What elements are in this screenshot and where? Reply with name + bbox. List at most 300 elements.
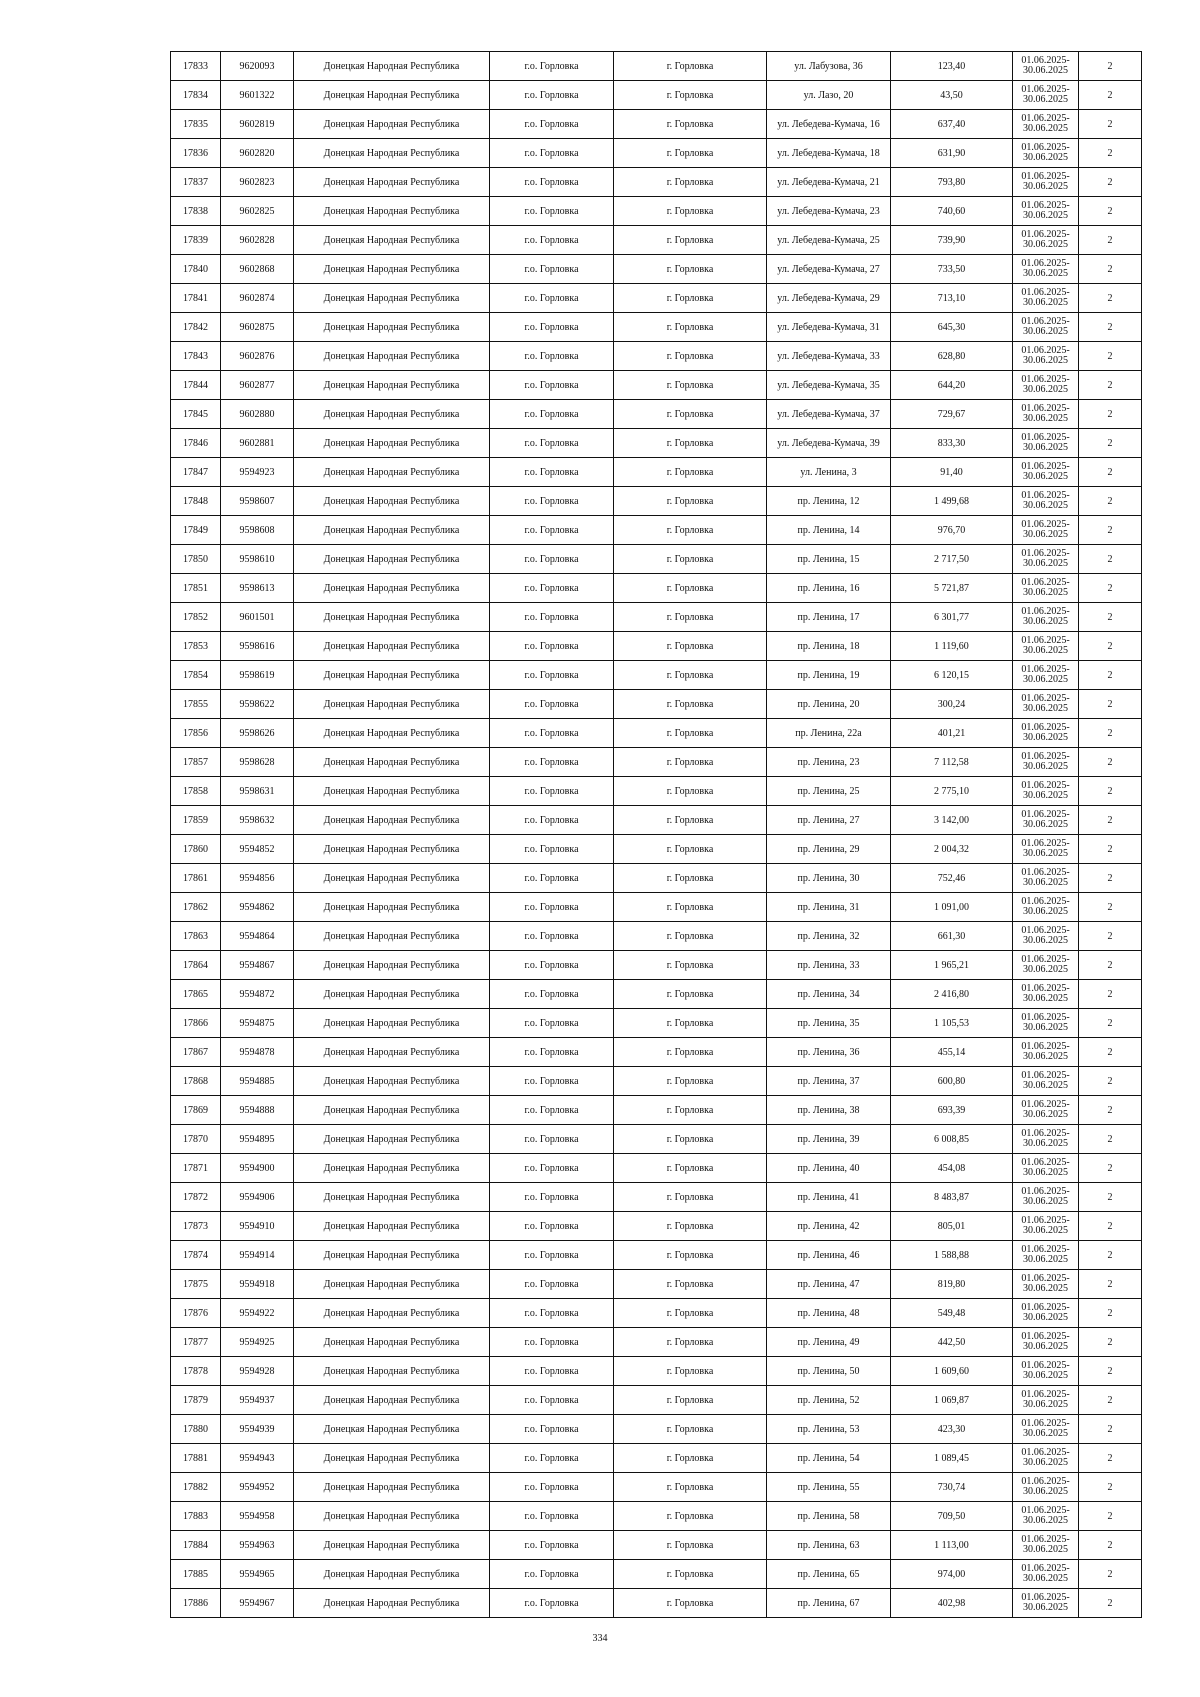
cell-city: г. Горловка [614,342,767,371]
cell-object-code: 9594864 [221,922,294,951]
cell-category: 2 [1079,893,1142,922]
cell-district: г.о. Горловка [490,371,614,400]
cell-category: 2 [1079,1560,1142,1589]
cell-city: г. Горловка [614,1067,767,1096]
cell-city: г. Горловка [614,1357,767,1386]
cell-category: 2 [1079,516,1142,545]
table-row [171,893,1142,922]
cell-addr: пр. Ленина, 20 [767,690,891,719]
cell-row-number: 17866 [171,1009,221,1038]
cell-period: 01.06.2025-30.06.2025 [1013,864,1079,893]
table-row [171,284,1142,313]
cell-object-code: 9594856 [221,864,294,893]
cell-district: г.о. Горловка [490,980,614,1009]
cell-region: Донецкая Народная Республика [294,661,490,690]
cell-addr: пр. Ленина, 34 [767,980,891,1009]
cell-region: Донецкая Народная Республика [294,1531,490,1560]
cell-category: 2 [1079,81,1142,110]
cell-period: 01.06.2025-30.06.2025 [1013,429,1079,458]
cell-period: 01.06.2025-30.06.2025 [1013,1531,1079,1560]
cell-addr: пр. Ленина, 37 [767,1067,891,1096]
cell-object-code: 9594922 [221,1299,294,1328]
cell-object-code: 9601322 [221,81,294,110]
cell-period: 01.06.2025-30.06.2025 [1013,806,1079,835]
cell-period: 01.06.2025-30.06.2025 [1013,1560,1079,1589]
cell-district: г.о. Горловка [490,255,614,284]
cell-object-code: 9598608 [221,516,294,545]
cell-region: Донецкая Народная Республика [294,719,490,748]
cell-district: г.о. Горловка [490,777,614,806]
cell-district: г.о. Горловка [490,516,614,545]
cell-area: 730,74 [891,1473,1013,1502]
cell-addr: пр. Ленина, 18 [767,632,891,661]
cell-row-number: 17835 [171,110,221,139]
table-row [171,168,1142,197]
cell-area: 2 416,80 [891,980,1013,1009]
cell-district: г.о. Горловка [490,661,614,690]
cell-object-code: 9602823 [221,168,294,197]
cell-row-number: 17883 [171,1502,221,1531]
cell-object-code: 9594963 [221,1531,294,1560]
cell-category: 2 [1079,603,1142,632]
table-row [171,1241,1142,1270]
cell-period: 01.06.2025-30.06.2025 [1013,226,1079,255]
cell-object-code: 9594910 [221,1212,294,1241]
cell-area: 819,80 [891,1270,1013,1299]
cell-category: 2 [1079,284,1142,313]
cell-row-number: 17833 [171,52,221,81]
cell-city: г. Горловка [614,1444,767,1473]
table-row [171,777,1142,806]
cell-object-code: 9598628 [221,748,294,777]
cell-addr: пр. Ленина, 23 [767,748,891,777]
cell-area: 974,00 [891,1560,1013,1589]
cell-addr: ул. Лебедева-Кумача, 21 [767,168,891,197]
cell-region: Донецкая Народная Республика [294,1589,490,1618]
cell-category: 2 [1079,980,1142,1009]
cell-category: 2 [1079,1067,1142,1096]
cell-addr: пр. Ленина, 50 [767,1357,891,1386]
cell-city: г. Горловка [614,1386,767,1415]
cell-city: г. Горловка [614,1241,767,1270]
cell-area: 739,90 [891,226,1013,255]
cell-period: 01.06.2025-30.06.2025 [1013,1096,1079,1125]
cell-city: г. Горловка [614,748,767,777]
cell-object-code: 9594967 [221,1589,294,1618]
cell-object-code: 9598622 [221,690,294,719]
cell-category: 2 [1079,835,1142,864]
cell-region: Донецкая Народная Республика [294,371,490,400]
cell-district: г.о. Горловка [490,1270,614,1299]
cell-row-number: 17842 [171,313,221,342]
cell-row-number: 17849 [171,516,221,545]
cell-area: 600,80 [891,1067,1013,1096]
cell-addr: пр. Ленина, 31 [767,893,891,922]
cell-period: 01.06.2025-30.06.2025 [1013,1270,1079,1299]
cell-area: 661,30 [891,922,1013,951]
cell-addr: пр. Ленина, 55 [767,1473,891,1502]
cell-district: г.о. Горловка [490,168,614,197]
cell-period: 01.06.2025-30.06.2025 [1013,1357,1079,1386]
cell-addr: ул. Лебедева-Кумача, 25 [767,226,891,255]
cell-category: 2 [1079,1270,1142,1299]
cell-addr: ул. Лебедева-Кумача, 29 [767,284,891,313]
cell-region: Донецкая Народная Республика [294,1154,490,1183]
cell-city: г. Горловка [614,661,767,690]
table-row [171,922,1142,951]
cell-area: 6 120,15 [891,661,1013,690]
cell-row-number: 17865 [171,980,221,1009]
cell-area: 693,39 [891,1096,1013,1125]
cell-city: г. Горловка [614,574,767,603]
cell-category: 2 [1079,1125,1142,1154]
cell-period: 01.06.2025-30.06.2025 [1013,458,1079,487]
cell-area: 3 142,00 [891,806,1013,835]
cell-object-code: 9602877 [221,371,294,400]
cell-city: г. Горловка [614,980,767,1009]
table-row [171,1415,1142,1444]
cell-period: 01.06.2025-30.06.2025 [1013,1067,1079,1096]
cell-row-number: 17856 [171,719,221,748]
cell-addr: пр. Ленина, 38 [767,1096,891,1125]
cell-region: Донецкая Народная Республика [294,1444,490,1473]
cell-category: 2 [1079,777,1142,806]
table-row [171,661,1142,690]
cell-area: 631,90 [891,139,1013,168]
cell-district: г.о. Горловка [490,197,614,226]
cell-city: г. Горловка [614,313,767,342]
cell-row-number: 17886 [171,1589,221,1618]
cell-addr: пр. Ленина, 46 [767,1241,891,1270]
table-row [171,1067,1142,1096]
cell-district: г.о. Горловка [490,429,614,458]
cell-category: 2 [1079,110,1142,139]
cell-addr: пр. Ленина, 49 [767,1328,891,1357]
cell-row-number: 17858 [171,777,221,806]
cell-addr: пр. Ленина, 48 [767,1299,891,1328]
cell-area: 6 008,85 [891,1125,1013,1154]
table-row [171,255,1142,284]
table-row [171,487,1142,516]
cell-city: г. Горловка [614,835,767,864]
cell-area: 1 965,21 [891,951,1013,980]
cell-object-code: 9598631 [221,777,294,806]
cell-row-number: 17840 [171,255,221,284]
cell-period: 01.06.2025-30.06.2025 [1013,139,1079,168]
cell-area: 442,50 [891,1328,1013,1357]
cell-period: 01.06.2025-30.06.2025 [1013,603,1079,632]
cell-area: 123,40 [891,52,1013,81]
cell-area: 628,80 [891,342,1013,371]
table-row [171,1212,1142,1241]
table-row [171,864,1142,893]
cell-region: Донецкая Народная Республика [294,487,490,516]
cell-row-number: 17860 [171,835,221,864]
cell-area: 7 112,58 [891,748,1013,777]
cell-area: 2 717,50 [891,545,1013,574]
cell-district: г.о. Горловка [490,1067,614,1096]
cell-district: г.о. Горловка [490,226,614,255]
cell-category: 2 [1079,342,1142,371]
cell-category: 2 [1079,1328,1142,1357]
register-table [170,51,1142,1618]
cell-row-number: 17872 [171,1183,221,1212]
cell-object-code: 9594885 [221,1067,294,1096]
cell-district: г.о. Горловка [490,1386,614,1415]
cell-area: 637,40 [891,110,1013,139]
cell-district: г.о. Горловка [490,1531,614,1560]
cell-object-code: 9594900 [221,1154,294,1183]
cell-region: Донецкая Народная Республика [294,951,490,980]
cell-period: 01.06.2025-30.06.2025 [1013,922,1079,951]
cell-district: г.о. Горловка [490,1154,614,1183]
cell-row-number: 17870 [171,1125,221,1154]
cell-region: Донецкая Народная Республика [294,980,490,1009]
page-number: 334 [592,1633,608,1644]
cell-row-number: 17844 [171,371,221,400]
cell-period: 01.06.2025-30.06.2025 [1013,661,1079,690]
cell-region: Донецкая Народная Республика [294,1270,490,1299]
cell-category: 2 [1079,139,1142,168]
cell-object-code: 9601501 [221,603,294,632]
cell-addr: ул. Лебедева-Кумача, 35 [767,371,891,400]
cell-region: Донецкая Народная Республика [294,632,490,661]
cell-addr: пр. Ленина, 41 [767,1183,891,1212]
cell-area: 645,30 [891,313,1013,342]
cell-object-code: 9594888 [221,1096,294,1125]
cell-row-number: 17848 [171,487,221,516]
cell-region: Донецкая Народная Республика [294,1038,490,1067]
cell-region: Донецкая Народная Республика [294,1415,490,1444]
cell-addr: пр. Ленина, 65 [767,1560,891,1589]
cell-row-number: 17869 [171,1096,221,1125]
table-row [171,1328,1142,1357]
cell-row-number: 17838 [171,197,221,226]
cell-area: 1 113,00 [891,1531,1013,1560]
cell-addr: ул. Лебедева-Кумача, 23 [767,197,891,226]
cell-object-code: 9594952 [221,1473,294,1502]
cell-city: г. Горловка [614,487,767,516]
cell-addr: пр. Ленина, 39 [767,1125,891,1154]
cell-period: 01.06.2025-30.06.2025 [1013,980,1079,1009]
cell-addr: ул. Лебедева-Кумача, 37 [767,400,891,429]
cell-region: Донецкая Народная Республика [294,197,490,226]
cell-area: 733,50 [891,255,1013,284]
cell-period: 01.06.2025-30.06.2025 [1013,1502,1079,1531]
cell-city: г. Горловка [614,603,767,632]
table-row [171,197,1142,226]
cell-row-number: 17843 [171,342,221,371]
table-row [171,1154,1142,1183]
cell-row-number: 17862 [171,893,221,922]
cell-object-code: 9602820 [221,139,294,168]
cell-city: г. Горловка [614,1589,767,1618]
cell-region: Донецкая Народная Республика [294,1009,490,1038]
cell-object-code: 9602868 [221,255,294,284]
cell-object-code: 9602881 [221,429,294,458]
table-row [171,458,1142,487]
cell-addr: пр. Ленина, 25 [767,777,891,806]
cell-row-number: 17857 [171,748,221,777]
cell-category: 2 [1079,52,1142,81]
cell-period: 01.06.2025-30.06.2025 [1013,690,1079,719]
cell-area: 740,60 [891,197,1013,226]
cell-area: 402,98 [891,1589,1013,1618]
cell-period: 01.06.2025-30.06.2025 [1013,777,1079,806]
cell-category: 2 [1079,574,1142,603]
cell-row-number: 17882 [171,1473,221,1502]
cell-city: г. Горловка [614,1415,767,1444]
cell-city: г. Горловка [614,1212,767,1241]
cell-period: 01.06.2025-30.06.2025 [1013,516,1079,545]
cell-category: 2 [1079,1154,1142,1183]
cell-period: 01.06.2025-30.06.2025 [1013,951,1079,980]
table-row [171,1096,1142,1125]
cell-city: г. Горловка [614,139,767,168]
cell-row-number: 17850 [171,545,221,574]
cell-category: 2 [1079,632,1142,661]
cell-object-code: 9594925 [221,1328,294,1357]
table-row [171,1009,1142,1038]
cell-row-number: 17855 [171,690,221,719]
cell-district: г.о. Горловка [490,1357,614,1386]
cell-period: 01.06.2025-30.06.2025 [1013,52,1079,81]
cell-object-code: 9602828 [221,226,294,255]
cell-region: Донецкая Народная Республика [294,516,490,545]
table-row [171,139,1142,168]
cell-category: 2 [1079,545,1142,574]
cell-district: г.о. Горловка [490,1560,614,1589]
cell-district: г.о. Горловка [490,1096,614,1125]
cell-period: 01.06.2025-30.06.2025 [1013,574,1079,603]
cell-city: г. Горловка [614,1560,767,1589]
cell-object-code: 9594875 [221,1009,294,1038]
cell-object-code: 9598613 [221,574,294,603]
table-row [171,1502,1142,1531]
cell-row-number: 17846 [171,429,221,458]
cell-object-code: 9594872 [221,980,294,1009]
cell-category: 2 [1079,1589,1142,1618]
table-row [171,226,1142,255]
cell-period: 01.06.2025-30.06.2025 [1013,487,1079,516]
cell-row-number: 17836 [171,139,221,168]
cell-city: г. Горловка [614,545,767,574]
cell-row-number: 17867 [171,1038,221,1067]
cell-period: 01.06.2025-30.06.2025 [1013,1183,1079,1212]
cell-region: Донецкая Народная Республика [294,1473,490,1502]
cell-addr: ул. Лебедева-Кумача, 31 [767,313,891,342]
cell-category: 2 [1079,197,1142,226]
table-row [171,1357,1142,1386]
cell-object-code: 9594895 [221,1125,294,1154]
cell-region: Донецкая Народная Республика [294,806,490,835]
cell-region: Донецкая Народная Республика [294,1241,490,1270]
cell-addr: пр. Ленина, 29 [767,835,891,864]
cell-city: г. Горловка [614,226,767,255]
cell-object-code: 9598607 [221,487,294,516]
cell-period: 01.06.2025-30.06.2025 [1013,284,1079,313]
table-row [171,835,1142,864]
cell-object-code: 9594923 [221,458,294,487]
cell-district: г.о. Горловка [490,139,614,168]
cell-row-number: 17875 [171,1270,221,1299]
cell-object-code: 9594937 [221,1386,294,1415]
cell-addr: ул. Лебедева-Кумача, 33 [767,342,891,371]
table-row [171,1270,1142,1299]
cell-object-code: 9602819 [221,110,294,139]
cell-city: г. Горловка [614,458,767,487]
cell-row-number: 17854 [171,661,221,690]
cell-area: 976,70 [891,516,1013,545]
cell-addr: пр. Ленина, 17 [767,603,891,632]
cell-district: г.о. Горловка [490,487,614,516]
cell-city: г. Горловка [614,284,767,313]
table-row [171,1531,1142,1560]
cell-district: г.о. Горловка [490,806,614,835]
cell-city: г. Горловка [614,1009,767,1038]
cell-district: г.о. Горловка [490,603,614,632]
cell-period: 01.06.2025-30.06.2025 [1013,1299,1079,1328]
cell-area: 549,48 [891,1299,1013,1328]
cell-city: г. Горловка [614,1125,767,1154]
cell-object-code: 9594867 [221,951,294,980]
cell-addr: ул. Лабузова, 36 [767,52,891,81]
cell-row-number: 17864 [171,951,221,980]
table-row [171,1125,1142,1154]
cell-row-number: 17845 [171,400,221,429]
table-row [171,1183,1142,1212]
cell-object-code: 9620093 [221,52,294,81]
cell-row-number: 17881 [171,1444,221,1473]
cell-period: 01.06.2025-30.06.2025 [1013,1415,1079,1444]
cell-category: 2 [1079,1415,1142,1444]
cell-addr: пр. Ленина, 58 [767,1502,891,1531]
cell-district: г.о. Горловка [490,400,614,429]
cell-district: г.о. Горловка [490,1444,614,1473]
cell-period: 01.06.2025-30.06.2025 [1013,1589,1079,1618]
cell-area: 729,67 [891,400,1013,429]
cell-addr: ул. Лазо, 20 [767,81,891,110]
cell-district: г.о. Горловка [490,1009,614,1038]
cell-city: г. Горловка [614,1328,767,1357]
cell-region: Донецкая Народная Республика [294,1125,490,1154]
cell-district: г.о. Горловка [490,1415,614,1444]
cell-area: 300,24 [891,690,1013,719]
table-row [171,110,1142,139]
cell-city: г. Горловка [614,1038,767,1067]
cell-object-code: 9602876 [221,342,294,371]
cell-addr: пр. Ленина, 19 [767,661,891,690]
cell-area: 455,14 [891,1038,1013,1067]
cell-period: 01.06.2025-30.06.2025 [1013,168,1079,197]
cell-region: Донецкая Народная Республика [294,690,490,719]
cell-addr: пр. Ленина, 16 [767,574,891,603]
cell-row-number: 17847 [171,458,221,487]
cell-region: Донецкая Народная Республика [294,342,490,371]
table-row [171,980,1142,1009]
cell-area: 1 105,53 [891,1009,1013,1038]
table-row [171,603,1142,632]
cell-row-number: 17868 [171,1067,221,1096]
cell-addr: пр. Ленина, 14 [767,516,891,545]
cell-area: 833,30 [891,429,1013,458]
cell-city: г. Горловка [614,1154,767,1183]
cell-area: 1 609,60 [891,1357,1013,1386]
cell-addr: ул. Лебедева-Кумача, 39 [767,429,891,458]
cell-city: г. Горловка [614,400,767,429]
cell-area: 5 721,87 [891,574,1013,603]
cell-period: 01.06.2025-30.06.2025 [1013,1328,1079,1357]
